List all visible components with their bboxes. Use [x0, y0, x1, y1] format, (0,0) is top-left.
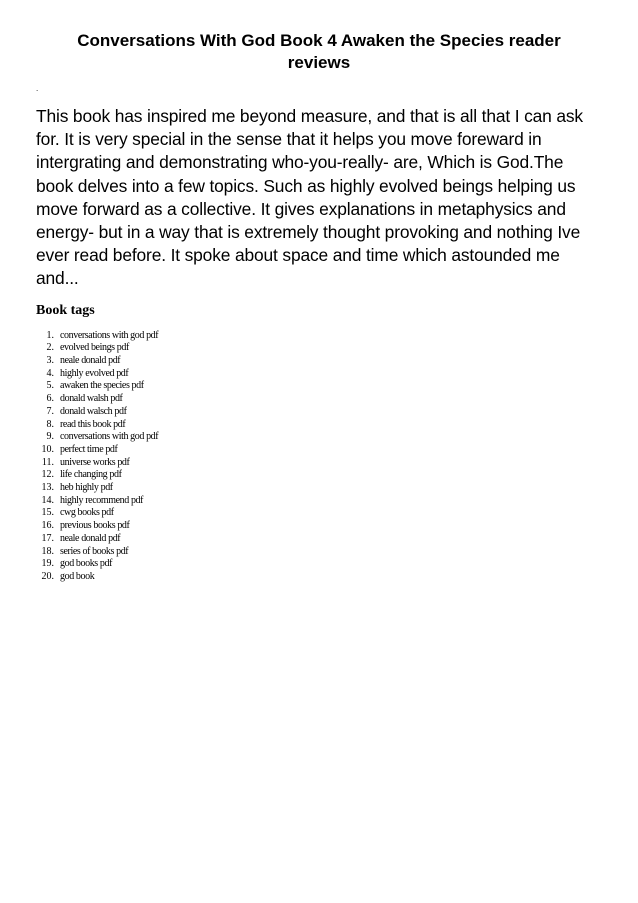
list-item — [36, 368, 602, 381]
list-item-text: highly evolved pdf — [60, 367, 129, 379]
list-item-text: neale donald pdf — [60, 532, 121, 544]
list-item-text: perfect time pdf — [60, 443, 118, 455]
list-item-text: universe works pdf — [60, 456, 130, 468]
list-item-text: god books pdf — [60, 558, 113, 570]
list-item-text: god book — [60, 570, 95, 582]
list-item-text: donald walsch pdf — [60, 405, 127, 417]
list-item — [36, 330, 602, 343]
list-item — [36, 507, 602, 520]
book-tags-heading: Book tags — [36, 302, 95, 318]
book-tags-list — [36, 330, 602, 584]
list-item-text: series of books pdf — [60, 545, 129, 557]
list-item-number: 2. — [46, 342, 54, 354]
separator-dot: . — [36, 84, 39, 93]
list-item-text: conversations with god pdf — [60, 329, 159, 341]
list-item-number: 19. — [41, 558, 54, 570]
review-text: This book has inspired me beyond measure, and that is all that I can ask for. It is very special in the sense that it helps you move foreward in intergrating and demonstrating who-you-really- are, Which is God.The book delves into a few topics. Such as highly evolved beings helping us move forward as a collective. It gives explanations in metaphysics and energy- but in a way that is extremely thought provoking and nothing Ive ever read before. It spoke about space and time which astounded me and... — [36, 106, 583, 289]
list-item-number: 17. — [41, 532, 54, 544]
list-item-text: read this book pdf — [60, 418, 126, 430]
list-item-number: 11. — [41, 456, 54, 468]
list-item-number: 5. — [46, 380, 54, 392]
list-item-text: life changing pdf — [60, 469, 122, 481]
list-item — [36, 457, 602, 470]
list-item — [36, 342, 602, 355]
list-item — [36, 406, 602, 419]
list-item-text: highly recommend pdf — [60, 494, 144, 506]
list-item — [36, 431, 602, 444]
list-item-text: conversations with god pdf — [60, 431, 159, 443]
list-item — [36, 482, 602, 495]
list-item-number: 8. — [46, 418, 54, 430]
list-item — [36, 495, 602, 508]
list-item-number: 10. — [41, 443, 54, 455]
list-item-text: neale donald pdf — [60, 355, 121, 367]
list-item-text: heb highly pdf — [60, 482, 113, 494]
list-item-text: donald walsh pdf — [60, 393, 123, 405]
list-item-number: 12. — [41, 469, 54, 481]
list-item — [36, 419, 602, 432]
list-item-text: awaken the species pdf — [60, 380, 144, 392]
list-item-text: evolved beings pdf — [60, 342, 129, 354]
list-item-number: 13. — [41, 482, 54, 494]
list-item-number: 20. — [41, 570, 54, 582]
list-item-text: cwg books pdf — [60, 507, 114, 519]
list-item-number: 4. — [46, 367, 54, 379]
list-item — [36, 393, 602, 406]
list-item-number: 18. — [41, 545, 54, 557]
list-item-number: 14. — [41, 494, 54, 506]
list-item-text: previous books pdf — [60, 520, 130, 532]
list-item — [36, 380, 602, 393]
list-item-number: 6. — [46, 393, 54, 405]
list-item-number: 9. — [46, 431, 54, 443]
page-title: Conversations With God Book 4 Awaken the Species reader reviews — [77, 31, 561, 72]
list-item-number: 3. — [46, 355, 54, 367]
list-item — [36, 558, 602, 571]
list-item — [36, 469, 602, 482]
list-item — [36, 533, 602, 546]
list-item — [36, 571, 602, 584]
list-item-number: 7. — [46, 405, 54, 417]
list-item — [36, 546, 602, 559]
list-item — [36, 520, 602, 533]
list-item-number: 15. — [41, 507, 54, 519]
list-item-number: 1. — [46, 329, 54, 341]
list-item-number: 16. — [41, 520, 54, 532]
list-item — [36, 444, 602, 457]
list-item — [36, 355, 602, 368]
